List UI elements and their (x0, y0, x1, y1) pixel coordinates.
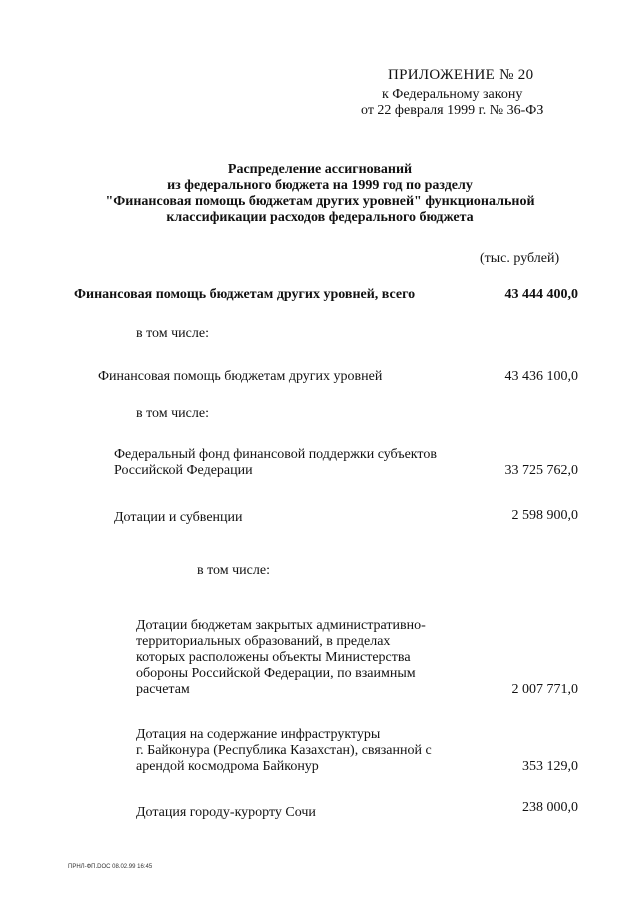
including-label: в том числе: (197, 563, 270, 578)
file-footer: ПРНЛ-ФП.DOC 08.02.99 16:45 (68, 864, 153, 870)
closed-territories-amount: 2 007 771,0 (511, 682, 578, 697)
closed-territories-label (136, 618, 460, 698)
closed-territories-line: расчетам (136, 682, 190, 697)
including-label: в том числе: (136, 326, 209, 341)
closed-territories-line: Дотации бюджетам закрытых административно- (136, 618, 426, 633)
title-line: классификации расходов федерального бюджета (166, 210, 474, 225)
total-amount: 43 444 400,0 (504, 287, 578, 302)
title-line: "Финансовая помощь бюджетам других уровней" функциональной (105, 194, 535, 209)
fund-label-line: Федеральный фонд финансовой поддержки субъектов (114, 447, 437, 462)
total-label: Финансовая помощь бюджетам других уровней, всего (74, 287, 416, 302)
fin-aid-amount: 43 436 100,0 (504, 369, 578, 384)
including-label: в том числе: (136, 406, 209, 421)
law-reference: к Федеральному закону (382, 87, 523, 102)
title-line: Распределение ассигнований (227, 162, 413, 177)
law-date: от 22 февраля 1999 г. № 36-ФЗ (361, 103, 544, 118)
baikonur-label (136, 727, 460, 775)
baikonur-line: арендой космодрома Байконур (136, 759, 319, 774)
baikonur-amount: 353 129,0 (522, 759, 578, 774)
fund-amount: 33 725 762,0 (504, 463, 578, 478)
sochi-amount: 238 000,0 (522, 800, 578, 815)
fund-label-line: Российской Федерации (114, 463, 253, 478)
document-title (70, 162, 570, 226)
appendix-number: ПРИЛОЖЕНИЕ № 20 (388, 67, 534, 83)
sochi-label: Дотация городу-курорту Сочи (136, 805, 316, 820)
fund-label (114, 447, 437, 479)
closed-territories-line: территориальных образований, в пределах (136, 634, 391, 649)
subsidies-label: Дотации и субвенции (114, 510, 243, 525)
fin-aid-label: Финансовая помощь бюджетам других уровней (98, 369, 383, 384)
baikonur-line: Дотация на содержание инфраструктуры (136, 727, 381, 742)
subsidies-amount: 2 598 900,0 (511, 508, 578, 523)
unit-label: (тыс. рублей) (480, 251, 560, 266)
title-line: из федерального бюджета на 1999 год по разделу (167, 178, 473, 193)
closed-territories-line: обороны Российской Федерации, по взаимным (136, 666, 416, 681)
baikonur-line: г. Байконура (Республика Казахстан), связанной с (136, 743, 432, 758)
closed-territories-line: которых расположены объекты Министерства (136, 650, 411, 665)
